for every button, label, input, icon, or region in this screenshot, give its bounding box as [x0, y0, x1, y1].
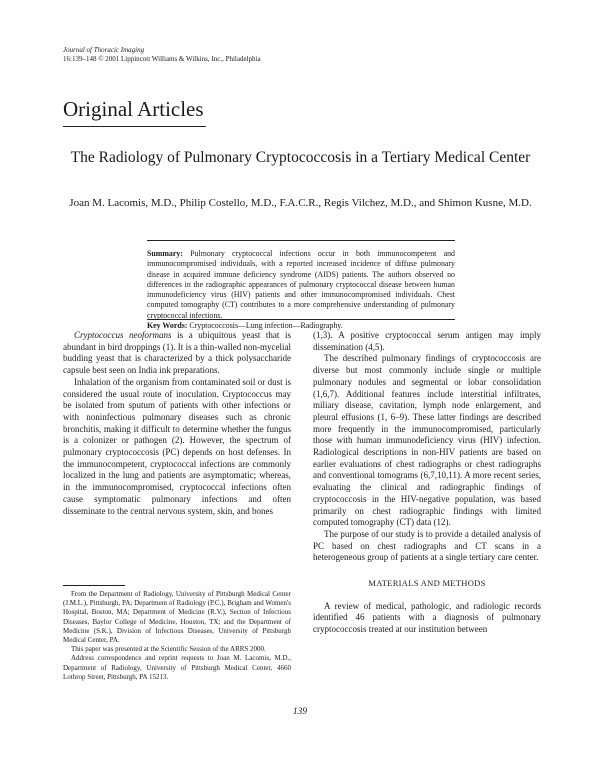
journal-name: Journal of Thoracic Imaging: [63, 46, 145, 54]
intro-paragraph-1: [63, 330, 291, 377]
abstract-top-rule: [147, 240, 455, 241]
footnote-affiliations: From the Department of Radiology, University of Pittsburgh Medical Center (J.M.L.), Pittsburgh, PA; Department of Radiology (P.C.), Brigham and Women's Hospital, Boston, MA; Department of Medicine (R.V.), Section of Infectious Diseases, Baylor College of Medicine, Houston, TX; and the Department of Medicine (S.K.), Division of Infectious Diseases, University of Pittsburgh Medical Center, PA.: [63, 590, 291, 645]
intro-paragraph-2: Inhalation of the organism from contaminated soil or dust is considered the usual route of inoculation. Cryptococcus may be isolated from sputum of patients with other infections or with noninfectious pulmonary diseases such as chronic bronchitis, making it difficult to determine whether the fungus is a colonizer or pathogen (2). However, the spectrum of pulmonary cryptococcosis (PC) depends on host defenses. In the immunocompetent, cryptococcal infections are commonly localized in the lung and patients are asymptomatic; whereas, in the immunocompromised, cryptococcal infections often cause symptomatic pulmonary infections and often disseminate to the central nervous system, skin, and bones: [63, 376, 291, 516]
journal-header: [63, 46, 261, 64]
organism-name: Cryptococcus neoformans: [74, 330, 172, 340]
footnote-presented: This paper was presented at the Scientific Session of the ARRS 2000.: [71, 645, 266, 654]
article-authors: Joan M. Lacomis, M.D., Philip Costello, M.D., F.A.C.R., Regis Vilchez, M.D., and Shimon Kusne, M.D.: [69, 197, 532, 209]
right-paragraph-2: The described pulmonary findings of cryptococcosis are diverse but most commonly include single or multiple pulmonary nodules and segmental or lobar consolidation (1,6,7). Additional features include interstitial infiltrates, miliary disease, cavitation, lymph node enlargement, and pleural effusions (1, 6–9). These latter findings are described more frequently in the immunocompromised, particularly those with human immunodeficiency virus (HIV) infection. Radiological descriptions in non-HIV patients are based on earlier evaluations of chest radiographs or chest radiographs and conventional tomograms (6,7,10,11). A more recent series, evaluating the clinical and radiographic findings of cryptococcosis in the HIV-negative population, was based primarily on chest radiographic findings with limited computed tomography (CT) data (12).: [313, 353, 541, 528]
footnotes: [63, 590, 291, 682]
methods-heading: MATERIALS AND METHODS: [368, 578, 486, 589]
intro-paragraph-1-text: is a ubiquitous yeast that is abundant in bird droppings (1). It is a thin-walled non-mycelial budding yeast that is characterized by a thick polysaccharide capsule best seen on India ink preparations.: [63, 330, 291, 376]
footnote-correspondence: Address correspondence and reprint requests to Joan M. Lacomis, M.D., Department of Radiology, University of Pittsburgh Medical Center, 4660 Lothrop Street, Pittsburgh, PA 15213.: [63, 654, 291, 681]
right-column: [313, 330, 541, 636]
footnote-rule: [63, 585, 125, 586]
article-title: The Radiology of Pulmonary Cryptococcosis in a Tertiary Medical Center: [70, 149, 531, 166]
right-paragraph-3: The purpose of our study is to provide a detailed analysis of PC based on chest radiographs and CT scans in a heterogeneous group of patients at a single tertiary care center.: [313, 528, 541, 563]
section-title: Original Articles: [63, 96, 206, 127]
summary-text: Pulmonary cryptococcal infections occur in both immunocompetent and immunocompromised individuals, with a reported increased incidence of diffuse pulmonary disease in acquired immune deficiency syndrome (AIDS) patients. The authors observed no differences in the radiographic appearances of pulmonary cryptococcal disease between human immunodeficiency virus (HIV) patients and other immunocompromised individuals. Chest computed tomography (CT) contributes to a more comprehensive understanding of pulmonary cryptococcal infections.: [147, 249, 455, 320]
summary-label: Summary:: [147, 249, 183, 258]
left-column: [63, 330, 291, 517]
right-paragraph-1: (1,3). A positive cryptococcal serum antigen may imply dissemination (4,5).: [313, 330, 541, 352]
page-number: 139: [292, 707, 308, 717]
keywords-text: Cryptococcosis—Lung infection—Radiography.: [189, 321, 343, 331]
abstract-bottom-rule: [147, 319, 455, 320]
journal-citation: 16:139–148 © 2001 Lippincott Williams & Wilkins, Inc., Philadelphia: [63, 55, 261, 63]
methods-paragraph-1: A review of medical, pathologic, and radiologic records identified 46 patients with a diagnosis of pulmonary cryptococcosis treated at our institution between: [313, 600, 541, 635]
keywords-label: Key Words:: [147, 321, 188, 331]
